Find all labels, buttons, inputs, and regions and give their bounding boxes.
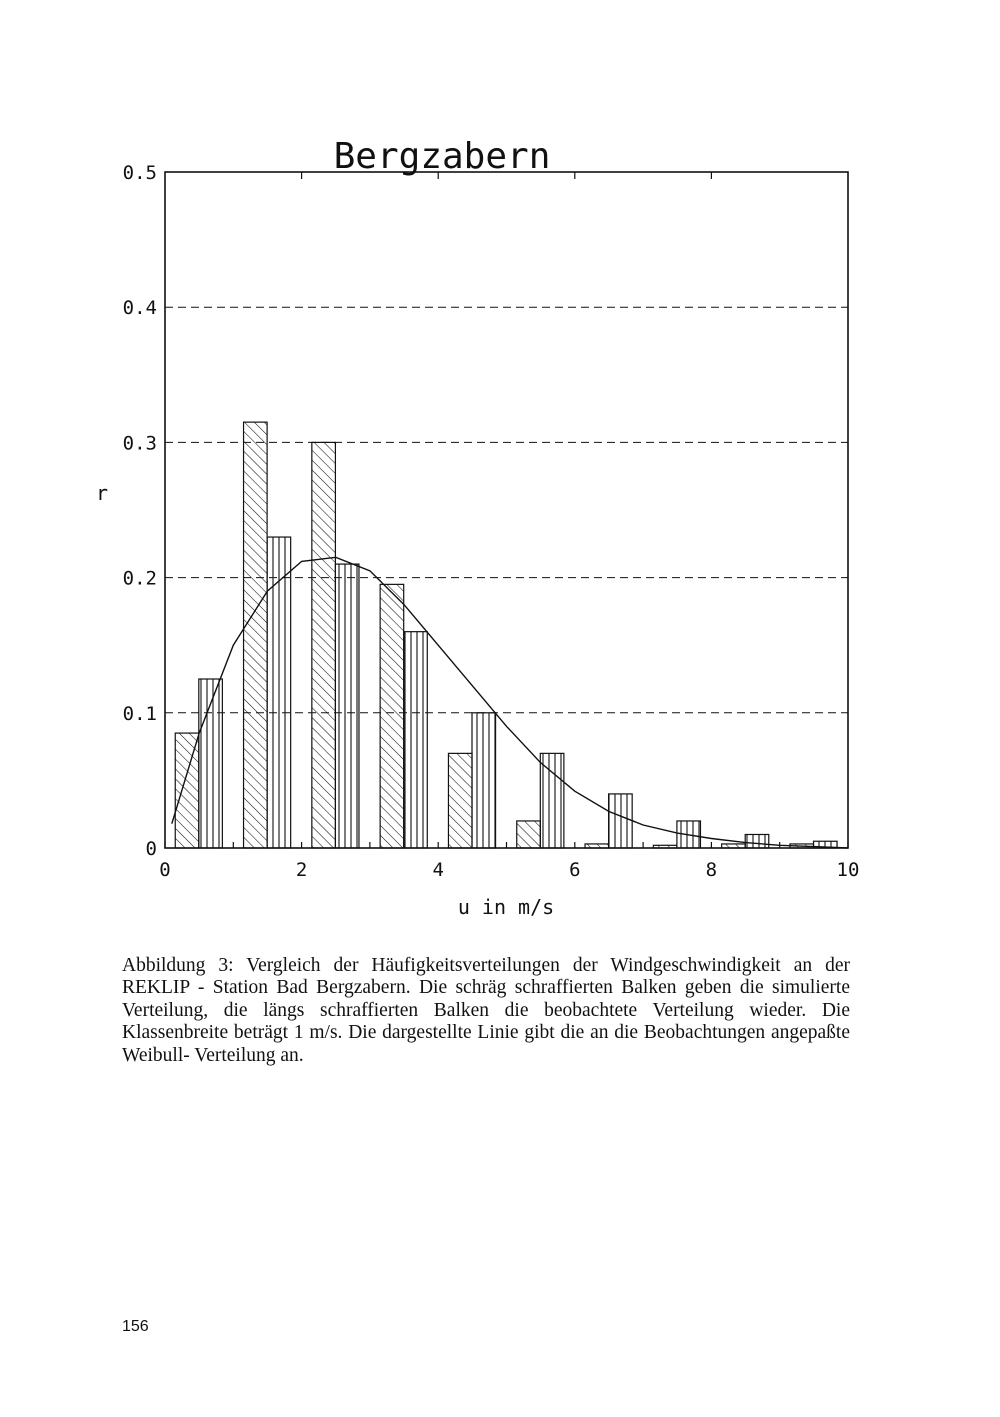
bar-diagonal-hatch-4 [448,753,472,848]
y-tick-label-3: 0.3 [122,432,157,455]
x-tick-labels [159,859,859,881]
y-tick-label-2: 0.2 [122,567,157,590]
bar-vertical-hatch-1 [267,537,291,848]
bar-vertical-hatch-3 [404,632,428,848]
y-tick-labels [123,162,157,860]
figure-caption: Abbildung 3: Vergleich der Häufigkeitsverteilungen der Windgeschwindigkeit an der REKLIP - Station Bad Bergzabern. Die schräg schraffierten Balken geben die simulierte Verteilung, die längs schraffierten Balken die beobachtete Verteilung wieder. Die Klassenbreite beträgt 1 m/s. Die dargestellte Linie gibt die an die Beobachtungen angepaßte Weibull- Verteilung an. [122,955,850,1066]
bar-diagonal-hatch-5 [517,821,541,848]
bar-diagonal-hatch-2 [312,442,336,848]
x-tick-label-0: 0 [159,859,171,881]
bar-vertical-hatch-5 [540,753,564,848]
x-tick-label-2: 4 [432,859,444,881]
x-axis-label: u in m/s [457,895,555,919]
bar-vertical-hatch-8 [745,834,769,848]
bar-vertical-hatch-6 [609,794,633,848]
y-tick-label-1: 0.1 [122,702,157,725]
y-tick-label-0: 0 [145,838,157,860]
bar-diagonal-hatch-0 [175,733,199,848]
bar-diagonal-hatch-1 [244,422,268,848]
page-number: 156 [122,1318,149,1335]
y-axis-label: r [95,481,109,505]
x-tick-label-5: 10 [836,859,860,881]
y-tick-label-4: 0.4 [122,297,157,320]
x-tick-label-1: 2 [295,859,308,881]
y-tick-label-5: 0.5 [122,162,157,184]
bar-group [175,422,837,848]
bar-vertical-hatch-4 [472,713,496,848]
x-tick-label-4: 8 [705,859,718,881]
x-tick-label-3: 6 [569,859,581,881]
bar-diagonal-hatch-3 [380,584,404,848]
chart-title: Bergzabern [333,136,551,177]
bar-vertical-hatch-2 [335,564,359,848]
